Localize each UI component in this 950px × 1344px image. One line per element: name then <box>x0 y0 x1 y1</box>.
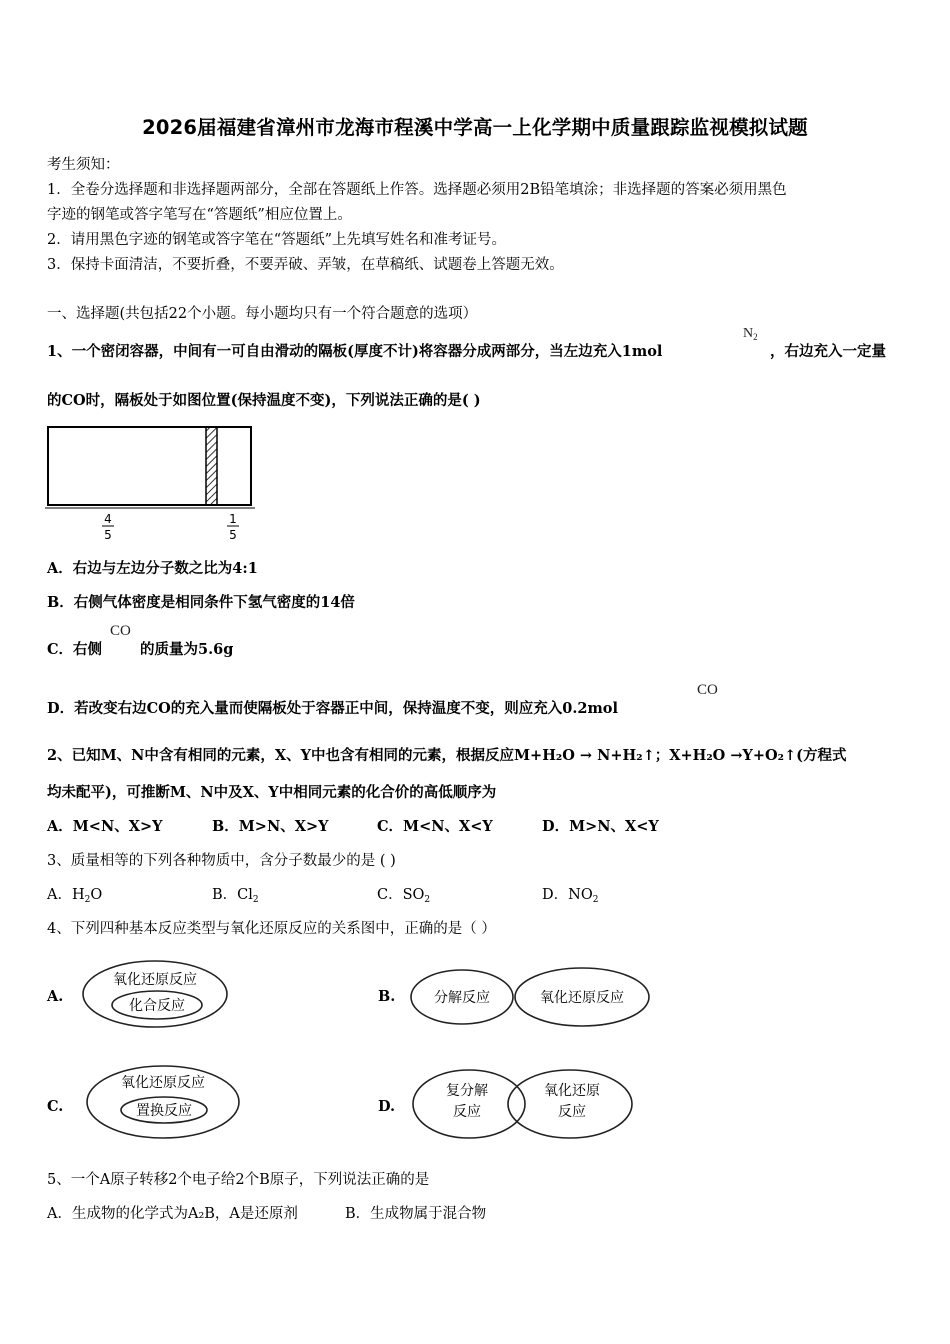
q5-option-a: A．生成物的化学式为A₂B，A是还原剂 <box>47 1206 298 1222</box>
d-left-text-2: 反应 <box>453 1104 481 1120</box>
c-inner-text: 置换反应 <box>136 1103 192 1119</box>
q4-label-d: D. <box>378 1098 396 1115</box>
q4-diagram-b <box>408 965 652 1029</box>
container-outline <box>48 427 251 505</box>
q3-line-1: 3、质量相等的下列各种物质中，含分子数最少的是 ( ) <box>47 853 396 869</box>
q3-option-d <box>542 883 598 905</box>
q2-option-c: C．M<N、X<Y <box>377 818 493 835</box>
q2-option-a: A．M<N、X>Y <box>47 818 163 835</box>
partition-hatched <box>206 427 217 505</box>
q1-n2-symbol: N <box>743 326 754 341</box>
q3-option-c-sub: 2 <box>424 895 431 905</box>
q2-option-b: B．M>N、X>Y <box>212 818 329 835</box>
q1-option-d-co: CO <box>697 682 718 698</box>
c-outer-text: 氧化还原反应 <box>121 1075 205 1091</box>
b-right-text: 氧化还原反应 <box>540 990 624 1006</box>
q3-option-a-sub: 2 <box>84 895 91 905</box>
q4-diagram-c <box>84 1062 244 1142</box>
notice-line-3: 3．保持卡面清洁，不要折叠，不要弄破、弄皱，在草稿纸、试题卷上答题无效。 <box>47 257 564 273</box>
q3-option-d-sub: 2 <box>592 895 599 905</box>
q2-line-2: 均未配平)，可推断M、N中及X、Y中相同元素的化合价的高低顺序为 <box>47 784 497 801</box>
a-outer-ellipse <box>83 961 227 1027</box>
q1-n2-formula <box>743 326 758 342</box>
q4-label-b: B. <box>378 988 396 1005</box>
q4-label-c: C. <box>47 1098 64 1115</box>
a-outer-text: 氧化还原反应 <box>113 972 197 988</box>
left-fraction-numerator: 4 <box>104 512 112 526</box>
notice-heading: 考生须知： <box>47 157 120 173</box>
q1-line-2: 的CO时，隔板处于如图位置(保持温度不变)，下列说法正确的是( ) <box>47 392 481 409</box>
q1-option-c-co: CO <box>110 623 131 639</box>
q4-diagram-d <box>409 1066 635 1142</box>
q3-option-b <box>212 883 259 905</box>
q3-option-c-text: C．SO <box>377 887 425 903</box>
q2-option-d: D．M>N、X<Y <box>542 818 659 835</box>
q1-option-b: B．右侧气体密度是相同条件下氢气密度的14倍 <box>47 594 355 611</box>
q4-label-a: A. <box>47 988 64 1005</box>
q3-option-a-post: O <box>90 887 103 903</box>
notice-line-1a: 1．全卷分选择题和非选择题两部分，全部在答题纸上作答。选择题必须用2B铅笔填涂；非选择题的答案必须用黑色 <box>47 182 787 198</box>
q3-option-c <box>377 883 430 905</box>
q1-option-d: D．若改变右边CO的充入量而使隔板处于容器正中间，保持温度不变，则应充入0.2mol <box>47 700 618 717</box>
d-right-text-2: 反应 <box>558 1104 586 1120</box>
q1-n2-subscript: 2 <box>753 332 758 342</box>
notice-line-1b: 字迹的钢笔或答字笔写在“答题纸”相应位置上。 <box>47 207 352 223</box>
q3-option-d-text: D．NO <box>542 887 593 903</box>
q4-line-1: 4、下列四种基本反应类型与氧化还原反应的关系图中，正确的是（ ） <box>47 921 496 937</box>
notice-line-2: 2．请用黑色字迹的钢笔或答字笔在“答题纸”上先填写姓名和准考证号。 <box>47 232 507 248</box>
q1-option-a: A．右边与左边分子数之比为4:1 <box>47 560 258 577</box>
q3-option-a-text: A．H <box>47 887 85 903</box>
q1-container-figure <box>45 422 260 544</box>
q1-line-1 <box>47 340 662 361</box>
page-title: 2026届福建省漳州市龙海市程溪中学高一上化学期中质量跟踪监视模拟试题 <box>142 116 808 139</box>
a-inner-text: 化合反应 <box>129 998 185 1014</box>
q3-option-b-sub: 2 <box>252 895 259 905</box>
q1-line-1-text: 1、一个密闭容器，中间有一可自由滑动的隔板(厚度不计)将容器分成两部分，当左边充入1mol <box>47 343 663 360</box>
q1-line-1-end: ，右边充入一定量 <box>770 343 886 360</box>
right-fraction-numerator: 1 <box>229 512 237 526</box>
q1-option-c-post: 的质量为5.6g <box>140 641 234 658</box>
left-fraction-denominator: 5 <box>104 528 112 542</box>
right-fraction-denominator: 5 <box>229 528 237 542</box>
q1-option-c-pre: C．右侧 <box>47 641 103 658</box>
section-heading: 一、选择题(共包括22个小题。每小题均只有一个符合题意的选项） <box>47 306 478 322</box>
d-right-text-1: 氧化还原 <box>544 1083 600 1099</box>
q2-line-1: 2、已知M、N中含有相同的元素，X、Y中也含有相同的元素，根据反应M+H₂O → N+H₂↑；X+H₂O →Y+O₂↑(方程式 <box>47 747 847 764</box>
q3-option-b-text: B．Cl <box>212 887 253 903</box>
q3-option-a <box>47 883 102 905</box>
q5-option-b: B．生成物属于混合物 <box>345 1206 487 1222</box>
d-left-text-1: 复分解 <box>446 1083 488 1099</box>
b-left-text: 分解反应 <box>434 990 490 1006</box>
q5-line-1: 5、一个A原子转移2个电子给2个B原子，下列说法正确的是 <box>47 1172 430 1188</box>
q4-diagram-a <box>80 958 235 1032</box>
